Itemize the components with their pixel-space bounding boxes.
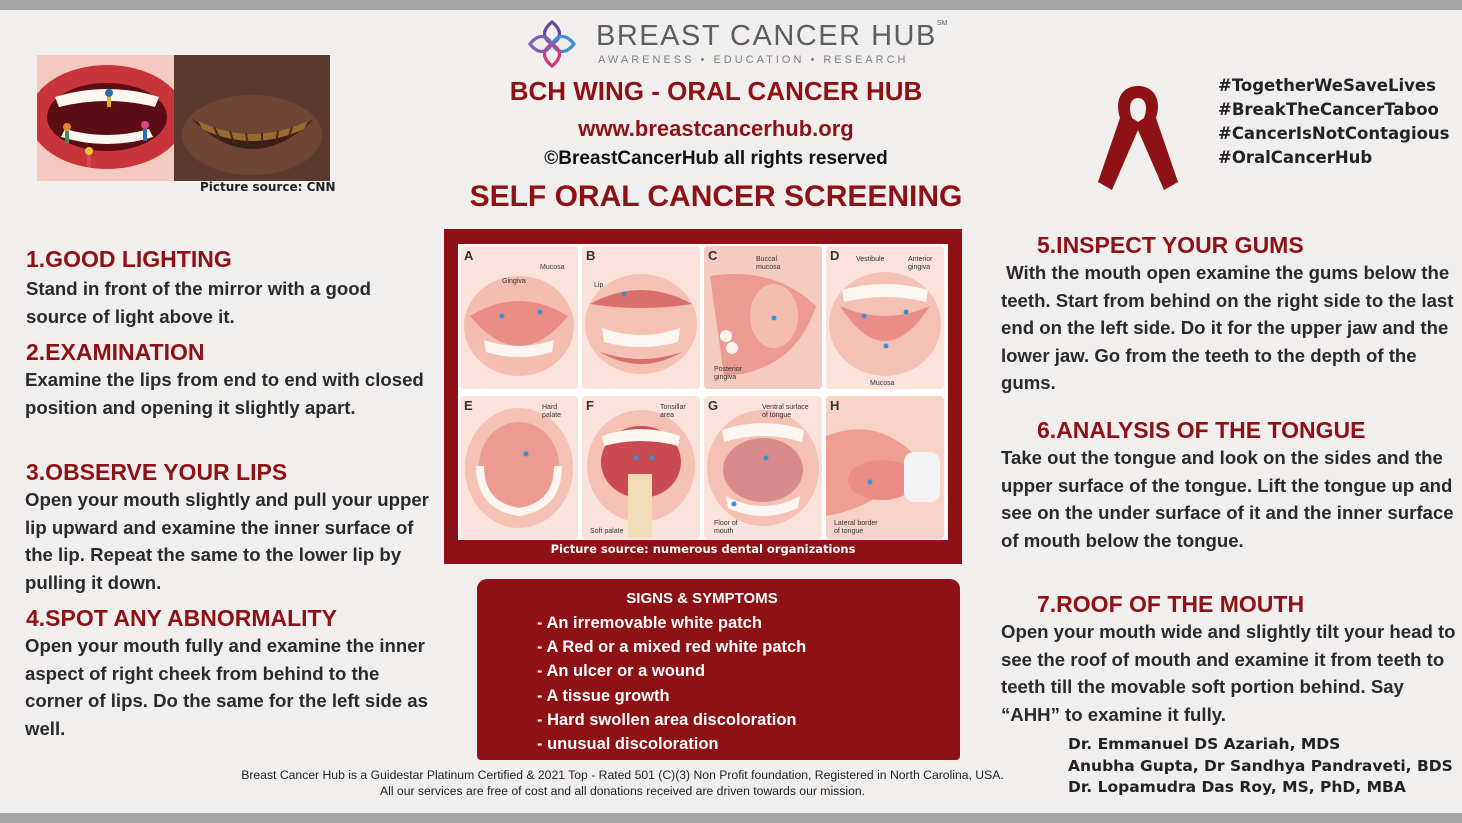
panel-letter: D bbox=[830, 248, 840, 263]
page-title: SELF ORAL CANCER SCREENING bbox=[469, 180, 963, 213]
awareness-ribbon-icon bbox=[1090, 78, 1186, 194]
panel-a bbox=[460, 246, 578, 389]
diagram-label: Gingiva bbox=[502, 278, 526, 285]
website-link[interactable]: www.breastcancerhub.org bbox=[578, 116, 854, 141]
hashtag[interactable]: #BreakTheCancerTaboo bbox=[1218, 100, 1439, 119]
hashtag[interactable]: #OralCancerHub bbox=[1218, 148, 1373, 167]
diagram-label: Mucosa bbox=[540, 264, 565, 271]
step-body: Stand in front of the mirror with a good source of light above it. bbox=[26, 278, 371, 327]
diagram-credit: Picture source: numerous dental organizations bbox=[550, 542, 856, 556]
brand-logo[interactable] bbox=[524, 16, 948, 72]
list-item: - A Red or a mixed red white patch bbox=[537, 638, 807, 657]
diagram-label: Ventral surface of tongue bbox=[762, 404, 809, 419]
panel-e bbox=[460, 396, 578, 539]
step-title: 5.INSPECT YOUR GUMS bbox=[1037, 232, 1304, 258]
list-item: - An ulcer or a wound bbox=[537, 662, 706, 681]
footer-line: All our services are free of cost and all donations received are driven towards our mission. bbox=[379, 783, 866, 798]
diagram-label: Lip bbox=[594, 282, 604, 289]
diagram-label: Posterior gingiva bbox=[714, 366, 743, 381]
step-roof-mouth bbox=[1001, 591, 1459, 728]
panel-letter: F bbox=[586, 398, 594, 413]
panel-d bbox=[826, 246, 944, 389]
panel-letter: E bbox=[464, 398, 473, 413]
panel-g bbox=[704, 396, 822, 539]
authors-list bbox=[1068, 734, 1453, 799]
author-name: Dr. Lopamudra Das Roy, MS, PhD, MBA bbox=[1068, 778, 1406, 796]
diagram-label: Mucosa bbox=[870, 380, 895, 387]
step-examination bbox=[26, 339, 436, 421]
panel-letter: A bbox=[464, 248, 474, 263]
footer-line: Breast Cancer Hub is a Guidestar Platinum Certified & 2021 Top - Rated 501 (C)(3) Non Profit foundation, Registered in North Carolina, USA. bbox=[241, 768, 1004, 782]
hashtag[interactable]: #TogetherWeSaveLives bbox=[1218, 76, 1436, 95]
step-body: Open your mouth wide and slightly tilt your head to see the roof of mouth and examine it from teeth to teeth till the movable soft portion behind. Say “AHH” to examine it fully. bbox=[1001, 621, 1456, 725]
step-body: Open your mouth slightly and pull your upper lip upward and examine the inner surface of the lip. Repeat the same to the lower lip by pulling it down. bbox=[25, 489, 429, 593]
author-name: Anubha Gupta, Dr Sandhya Pandraveti, BDS bbox=[1068, 756, 1453, 775]
diagram-label: Vestibule bbox=[856, 256, 885, 263]
brand-tagline: AWARENESS • EDUCATION • RESEARCH bbox=[598, 54, 909, 66]
footer-disclaimer bbox=[185, 768, 1060, 799]
copyright-notice: ©BreastCancerHub all rights reserved bbox=[544, 148, 888, 169]
diagram-label: Hard palate bbox=[542, 404, 562, 419]
step-body: Take out the tongue and look on the sides and the upper surface of the tongue. Lift the tongue up and see on the under surface of it and the inner surface of mouth below the tongue. bbox=[1001, 447, 1454, 551]
bottom-border-bar bbox=[0, 813, 1462, 823]
step-body: Examine the lips from end to end with closed position and opening it slightly apart. bbox=[25, 369, 424, 418]
list-item: - Hard swollen area discoloration bbox=[537, 710, 797, 729]
signs-symptoms-box bbox=[477, 579, 960, 760]
service-mark: SM bbox=[936, 20, 948, 27]
bch-logo-icon bbox=[524, 16, 580, 72]
author-name: Dr. Emmanuel DS Azariah, MDS bbox=[1068, 735, 1341, 753]
panel-letter: B bbox=[586, 248, 596, 263]
diagram-label: Buccal mucosa bbox=[756, 256, 781, 271]
step-title: 6.ANALYSIS OF THE TONGUE bbox=[1037, 417, 1366, 443]
step-title: 7.ROOF OF THE MOUTH bbox=[1037, 591, 1305, 617]
discolored-teeth-photo bbox=[174, 55, 330, 181]
wing-title: BCH WING - ORAL CANCER HUB bbox=[509, 76, 923, 106]
panel-h bbox=[826, 396, 944, 539]
top-border-bar bbox=[0, 0, 1462, 10]
step-analysis-tongue bbox=[1001, 417, 1459, 554]
photo-credit: Picture source: CNN bbox=[200, 180, 336, 194]
step-title: 1.GOOD LIGHTING bbox=[26, 246, 232, 272]
step-observe-lips bbox=[26, 459, 438, 596]
diagram-label: Soft palate bbox=[590, 528, 624, 535]
symptoms-list bbox=[537, 611, 806, 756]
hashtag-list bbox=[1218, 74, 1450, 170]
diagram-label: Lateral border of tongue bbox=[834, 520, 878, 535]
step-body: With the mouth open examine the gums below the teeth. Start from behind on the right side to the last end on the left side. Do it for the upper jaw and the lower jaw. Go from the teeth to the depth of the gums. bbox=[1001, 262, 1459, 393]
step-spot-abnormality bbox=[26, 605, 436, 742]
diagram-panels bbox=[458, 244, 948, 540]
panel-c bbox=[704, 246, 822, 389]
diagram-label: Floor of mouth bbox=[714, 520, 738, 535]
list-item: - An irremovable white patch bbox=[537, 614, 762, 632]
panel-b bbox=[582, 246, 700, 389]
panel-letter: G bbox=[708, 398, 719, 413]
panel-letter: H bbox=[830, 398, 840, 413]
list-item: - unusual discoloration bbox=[537, 735, 719, 754]
step-title: 2.EXAMINATION bbox=[26, 339, 205, 365]
step-body: Open your mouth fully and examine the inner aspect of right cheek from behind to the corner of lips. Do the same for the left side as well. bbox=[25, 635, 428, 739]
hashtag[interactable]: #CancerIsNotContagious bbox=[1218, 124, 1450, 143]
step-good-lighting bbox=[26, 246, 436, 330]
panel-letter: C bbox=[708, 248, 718, 263]
diagram-label: Anterior gingiva bbox=[908, 256, 933, 271]
step-inspect-gums bbox=[1001, 232, 1459, 397]
step-title: 3.OBSERVE YOUR LIPS bbox=[26, 459, 288, 485]
panel-f bbox=[582, 396, 700, 539]
diagram-label: Tonsillar area bbox=[660, 404, 686, 419]
list-item: - A tissue growth bbox=[537, 686, 670, 705]
brand-name: BREAST CANCER HUB℠ bbox=[596, 20, 948, 52]
mouth-illustration-image bbox=[37, 55, 174, 181]
step-title: 4.SPOT ANY ABNORMALITY bbox=[26, 605, 337, 631]
oral-exam-diagram bbox=[444, 229, 962, 564]
symptoms-title: SIGNS & SYMPTOMS bbox=[626, 590, 778, 607]
